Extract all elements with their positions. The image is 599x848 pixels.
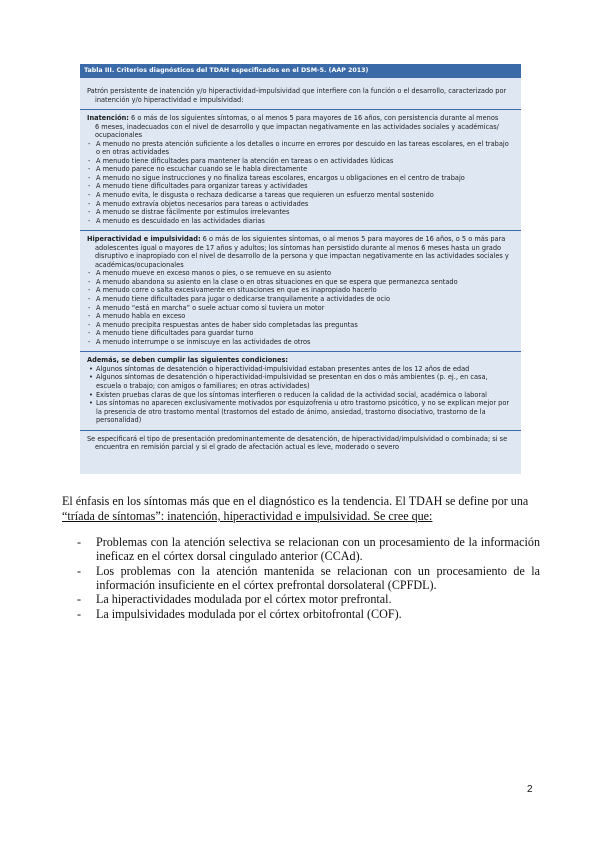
inattention-section — [87, 110, 514, 230]
hyperactivity-section — [87, 231, 514, 351]
condition-item: • Algunos síntomas de desatención o hiperactividad-impulsividad se presentan en dos o más ambientes (p. ej., en casa, escuela o trabajo; con amigos o familiares; en otras actividades) — [87, 373, 514, 390]
list-item-text: Los problemas con la atención mantenida se relacionan con un procesamiento de la información insuficiente en el córtex prefrontal dorsolateral (CPFDL). — [96, 563, 540, 592]
hyperactivity-text: disruptivo e inapropiado con el nivel de desarrollo de la persona y que impactan negativamente en las actividades sociales y — [95, 252, 509, 261]
list-item — [62, 592, 540, 606]
hyperactivity-criteria-text — [87, 235, 514, 269]
conditions-heading-text: Además, se deben cumplir las siguientes condiciones: — [87, 356, 289, 365]
list-item — [62, 564, 540, 592]
symptom-item: - A menudo tiene dificultades para mantener la atención en tareas o en actividades lúdicas — [87, 157, 514, 166]
list-item-text: La impulsividades modulada por el córtex orbitofrontal (COF). — [96, 606, 402, 621]
body-paragraph — [62, 494, 540, 524]
symptom-item: - A menudo tiene dificultades para jugar o dedicarse tranquilamente a actividades de ocio — [87, 295, 514, 304]
list-item-text: Problemas con la atención selectiva se relacionan con un procesamiento de la información ineficaz en el córtex dorsal cingulado anterior (CCAd). — [96, 535, 540, 563]
dash-marker: - — [77, 592, 82, 606]
symptom-item: - A menudo abandona su asiento en la clase o en otras situaciones en que se espera que permanezca sentado — [87, 278, 514, 287]
symptom-item: - A menudo interrumpe o se inmiscuye en las actividades de otros — [87, 338, 514, 347]
page-number: 2 — [527, 784, 533, 795]
table-footnote — [87, 431, 514, 452]
dash-marker: - — [77, 535, 82, 549]
footnote-line: Se especificará el tipo de presentación predominantemente de desatención, de hiperactividad/impulsividad o combinada; si se — [87, 434, 508, 443]
paragraph-line: El énfasis en los síntomas más que en el diagnóstico es la tendencia. El TDAH se define por una — [62, 494, 529, 508]
symptom-item: - A menudo parece no escuchar cuando se le habla directamente — [87, 165, 514, 174]
inattention-text: 6 o más de los siguientes síntomas, o al menos 5 para mayores de 16 años, con persistencia durante al menos — [128, 114, 499, 123]
table-title: Tabla III. Criterios diagnósticos del TDAH especificados en el DSM-5. (AAP 2013) — [80, 64, 521, 78]
symptom-item: - A menudo evita, le disgusta o rechaza dedicarse a tareas que requieren un esfuerzo mental sostenido — [87, 191, 514, 200]
inattention-symptom-list — [87, 140, 514, 225]
hyperactivity-text: 6 o más de los siguientes síntomas, o al menos 5 para mayores de 16 años, o 5 o más para — [200, 235, 506, 244]
footnote-line: encuentra en remisión parcial y si el grado de afectación actual es leve, moderado o severo — [95, 443, 400, 452]
conditions-section — [87, 352, 514, 429]
paragraph-line-underlined: “tríada de síntomas”: inatención, hiperactividad e impulsividad. Se cree que: — [62, 509, 433, 523]
hypothesis-list — [62, 535, 540, 621]
symptom-item: - A menudo no sigue instrucciones y no finaliza tareas escolares, encargos u obligaciones en el centro de trabajo — [87, 174, 514, 183]
symptom-item: - A menudo no presta atención suficiente a los detalles o incurre en errores por descuido en las tareas escolares, en el trabajo o en otras actividades — [87, 140, 514, 157]
criteria-table — [80, 64, 521, 474]
symptom-item: - A menudo se distrae fácilmente por estímulos irrelevantes — [87, 208, 514, 217]
symptom-item: - A menudo corre o salta excesivamente en situaciones en que es inapropiado hacerlo — [87, 286, 514, 295]
dash-marker: - — [77, 563, 82, 578]
symptom-item: - A menudo es descuidado en las actividades diarias — [87, 217, 514, 226]
hyperactivity-heading: Hiperactividad e impulsividad: — [87, 235, 201, 244]
symptom-item: - A menudo extravía objetos necesarios para tareas o actividades — [87, 200, 514, 209]
condition-item: • Existen pruebas claras de que los síntomas interfieren o reducen la calidad de la actividad social, académica o laboral — [87, 391, 514, 400]
hyperactivity-symptom-list — [87, 269, 514, 346]
symptom-item: - A menudo mueve en exceso manos o pies, o se remueve en su asiento — [87, 269, 514, 278]
table-intro-line: Patrón persistente de inatención y/o hiperactividad-impulsividad que interfiere con la función o el desarrollo, caracterizado por — [87, 87, 507, 95]
inattention-criteria-text — [87, 114, 514, 140]
symptom-item: - A menudo tiene dificultades para guardar turno — [87, 329, 514, 338]
list-item — [62, 535, 540, 563]
condition-item: • Algunos síntomas de desatención o hiperactividad-impulsividad estaban presentes antes de los 12 años de edad — [87, 365, 514, 374]
conditions-list — [87, 365, 514, 425]
condition-item: • Los síntomas no aparecen exclusivamente motivados por esquizofrenia u otro trastorno psicótico, y no se explican mejor por la presencia de otro trastorno mental (trastornos del estado de ánimo, ansiedad, trastorno disociativo, trastorno de la personalidad) — [87, 399, 514, 425]
hyperactivity-text: adolescentes igual o mayores de 17 años y adultos; los síntomas han persistido durante al menos 6 meses hasta un grado — [95, 243, 502, 252]
inattention-text: ocupacionales — [95, 131, 143, 140]
dash-marker: - — [77, 606, 82, 621]
inattention-heading: Inatención: — [87, 114, 129, 123]
list-item-text: La hiperactividades modulada por el córtex motor prefrontal. — [96, 592, 392, 606]
table-intro — [87, 87, 514, 104]
symptom-item: - A menudo habla en exceso — [87, 312, 514, 321]
symptom-item: - A menudo “está en marcha” o suele actuar como si tuviera un motor — [87, 304, 514, 313]
inattention-text: 6 meses, inadecuados con el nivel de desarrollo y que impactan negativamente en las actividades sociales y académicas/ — [95, 122, 499, 131]
table-intro-line: inatención y/o hiperactividad e impulsividad: — [95, 95, 244, 104]
conditions-heading — [87, 356, 514, 365]
hyperactivity-text: académicas/ocupacionales — [95, 260, 184, 269]
symptom-item: - A menudo precipita respuestas antes de haber sido completadas las preguntas — [87, 321, 514, 330]
symptom-item: - A menudo tiene dificultades para organizar tareas y actividades — [87, 182, 514, 191]
list-item — [62, 607, 540, 621]
